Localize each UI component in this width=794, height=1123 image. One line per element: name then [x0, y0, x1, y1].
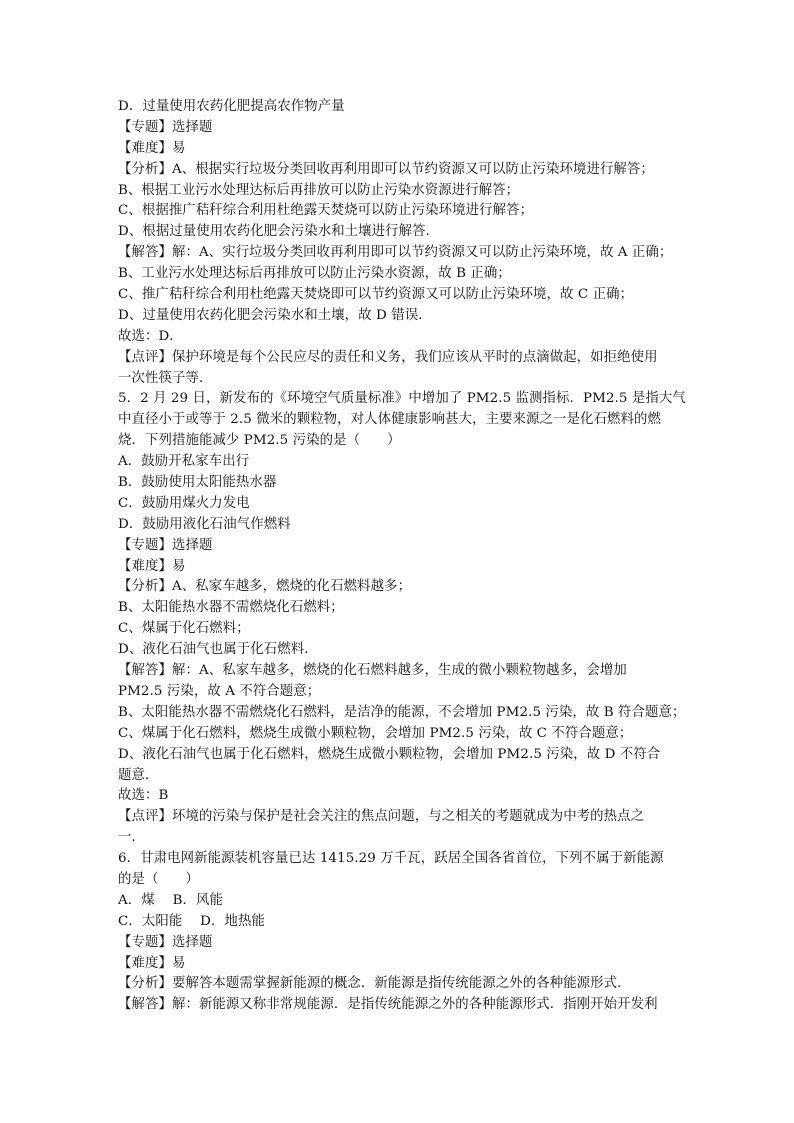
option-b-line: B．鼓励使用太阳能热水器: [118, 475, 277, 491]
solution-line: 题意．: [118, 767, 159, 783]
solution-line: D、液化石油气也属于化石燃料，燃烧生成微小颗粒物，会增加 PM2.5 污染，故 D 不符合: [118, 746, 661, 762]
analysis-line: C、根据推广秸秆综合利用杜绝露天焚烧可以防止污染环境进行解答；: [118, 203, 534, 219]
analysis-line: D、根据过量使用农药化肥会污染水和土壤进行解答．: [118, 224, 440, 240]
options-ab-line: A．煤 B．风能: [118, 892, 224, 908]
solution-line: C、煤属于化石燃料，燃烧生成微小颗粒物，会增加 PM2.5 污染，故 C 不符合题意；: [118, 725, 633, 741]
analysis-line: D、液化石油气也属于化石燃料．: [118, 642, 318, 658]
options-cd-line: C．太阳能 D．地热能: [118, 913, 265, 929]
analysis-line: 【分析】A、根据实行垃圾分类回收再利用即可以节约资源又可以防止污染环境进行解答；: [118, 161, 654, 177]
analysis-line: 【分析】A、私家车越多，燃烧的化石燃料越多；: [118, 579, 412, 595]
question-5-line: 5．2 月 29 日，新发布的《环境空气质量标准》中增加了 PM2.5 监测指标．PM2.5 是指大气: [118, 391, 686, 407]
analysis-line: 【分析】要解答本题需掌握新能源的概念．新能源是指传统能源之外的各种能源形式．: [118, 976, 631, 992]
solution-line: 【解答】解：A、实行垃圾分类回收再利用即可以节约资源又可以防止污染环境，故 A 正确；: [118, 245, 673, 261]
solution-line: B、工业污水处理达标后再排放可以防止污染水资源，故 B 正确；: [118, 266, 511, 282]
comment-line: 【点评】保护环境是每个公民应尽的责任和义务，我们应该从平时的点滴做起，如拒绝使用: [118, 349, 658, 365]
topic-line: 【专题】选择题: [118, 537, 213, 553]
difficulty-line: 【难度】易: [118, 140, 186, 156]
option-d-line: D．过量使用农药化肥提高农作物产量: [118, 99, 345, 114]
solution-line: 【解答】解：A、私家车越多，燃烧的化石燃料越多，生成的微小颗粒物越多，会增加: [118, 663, 627, 679]
analysis-line: B、根据工业污水处理达标后再排放可以防止污染水资源进行解答；: [118, 182, 520, 198]
solution-line: PM2.5 污染，故 A 不符合题意；: [118, 683, 321, 699]
solution-line: 【解答】解：新能源又称非常规能源．是指传统能源之外的各种能源形式．指刚开始开发利: [118, 997, 658, 1013]
topic-line: 【专题】选择题: [118, 119, 213, 135]
document-body: [118, 97, 686, 1016]
question-5-line: 烧．下列措施能减少 PM2.5 污染的是（ ）: [118, 433, 401, 449]
question-5-line: 中直径小于或等于 2.5 微米的颗粒物，对人体健康影响甚大，主要来源之一是化石燃料的燃: [118, 412, 661, 428]
difficulty-line: 【难度】易: [118, 558, 186, 574]
option-a-line: A．鼓励开私家车出行: [118, 454, 250, 470]
analysis-line: C、煤属于化石燃料；: [118, 621, 250, 637]
question-6-line: 的是（ ）: [118, 871, 199, 887]
comment-line: 一．: [118, 830, 145, 846]
difficulty-line: 【难度】易: [118, 955, 186, 971]
question-6-line: 6．甘肃电网新能源装机容量已达 1415.29 万千瓦，跃居全国各省首位，下列不属于新能源: [118, 851, 664, 867]
analysis-line: B、太阳能热水器不需燃烧化石燃料；: [118, 600, 344, 616]
comment-line: 【点评】环境的污染与保护是社会关注的焦点问题，与之相关的考题就成为中考的热点之: [118, 809, 645, 825]
solution-line: C、推广秸秆综合利用杜绝露天焚烧即可以节约资源又可以防止污染环境，故 C 正确；: [118, 287, 634, 303]
option-c-line: C．鼓励用煤火力发电: [118, 495, 250, 511]
option-d-line: D．鼓励用液化石油气作燃料: [118, 516, 291, 532]
answer-line: 故选：D．: [118, 328, 183, 344]
answer-line: 故选：B: [118, 788, 169, 804]
solution-line: B、太阳能热水器不需燃烧化石燃料，是洁净的能源，不会增加 PM2.5 污染，故 B 符合题意；: [118, 704, 686, 720]
topic-line: 【专题】选择题: [118, 934, 213, 950]
comment-line: 一次性筷子等．: [118, 370, 213, 386]
solution-line: D、过量使用农药化肥会污染水和土壤，故 D 错误．: [118, 307, 432, 323]
